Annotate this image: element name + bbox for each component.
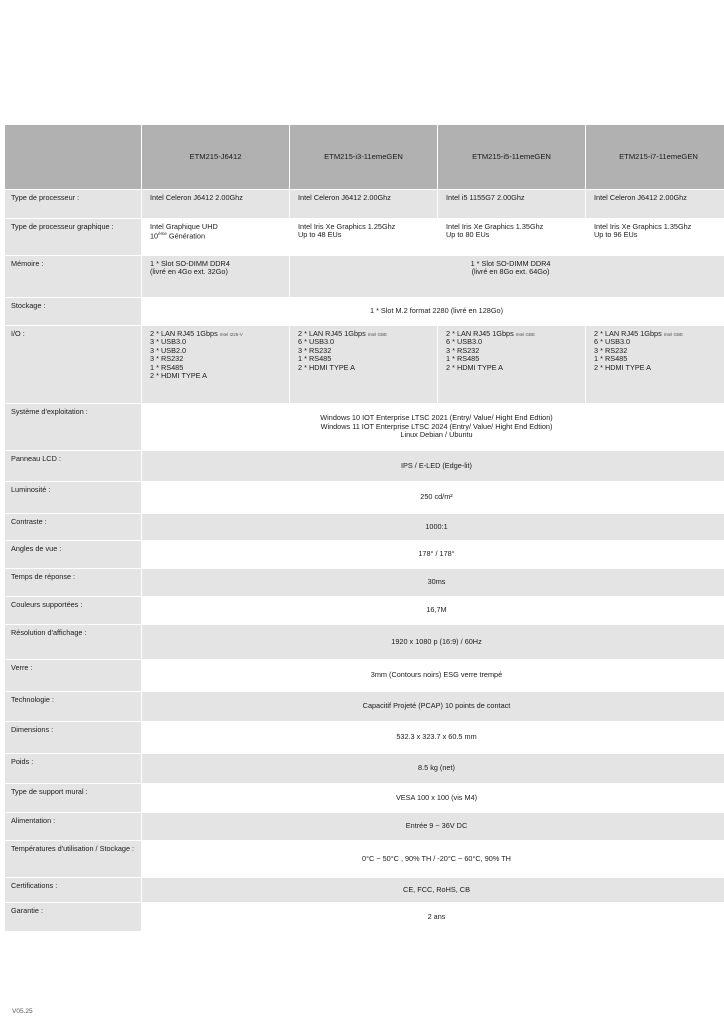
cell-line: 3 * RS232 (298, 345, 332, 355)
cell-value: 3mm (Contours noirs) ESG verre trempé (142, 660, 724, 692)
row-label: Type de support mural : (5, 784, 142, 813)
cell-line: Intel Iris Xe Graphics 1.25Ghz (298, 222, 396, 231)
row-label: Technologie : (5, 692, 142, 722)
row-label: Poids : (5, 754, 142, 784)
cell-line: Up to 48 EUs (298, 230, 342, 240)
row-garantie (5, 903, 724, 932)
row-alimentation (5, 813, 724, 841)
version-label: V05.25 (12, 1008, 33, 1015)
cell-value: Capacitif Projeté (PCAP) 10 points de contact (142, 692, 724, 722)
cell-memoire-j6412 (142, 256, 290, 298)
row-support-mural (5, 784, 724, 813)
cell-value: 8.5 kg (net) (142, 754, 724, 784)
cell-graphique-i5 (438, 219, 586, 256)
cell-line: 3 * RS232 (594, 345, 628, 355)
cell-line: Windows 11 IOT Enterprise LTSC 2024 (Entry/ Value/ Hight End Edtion) (320, 421, 553, 431)
row-label: Verre : (5, 660, 142, 692)
cell-processeur-i7: Intel Celeron J6412 2.00Ghz (586, 190, 724, 219)
cell-line: (livré en 8Go ext. 64Go) (471, 267, 550, 277)
row-graphique (5, 219, 724, 256)
row-label: Résolution d'affichage : (5, 625, 142, 660)
cell-line: Linux Debian / Ubuntu (400, 430, 473, 440)
cell-line: Intel Iris Xe Graphics 1.35Ghz (594, 222, 692, 231)
row-label: Type de processeur : (5, 190, 142, 219)
row-label: Couleurs supportées : (5, 597, 142, 625)
row-verre (5, 660, 724, 692)
row-temps-reponse (5, 569, 724, 597)
cell-graphique-i7 (586, 219, 724, 256)
cell-value: 1000:1 (142, 514, 724, 541)
cell-io-i5 (438, 326, 586, 404)
row-certifications (5, 878, 724, 903)
row-contraste (5, 514, 724, 541)
row-dimensions (5, 722, 724, 754)
cell-line: 3 * RS232 (446, 345, 480, 355)
cell-value: IPS / E-LED (Edge-lit) (142, 451, 724, 482)
row-label: Certifications : (5, 878, 142, 903)
cell-line: Up to 96 EUs (594, 230, 638, 240)
header-model-i5: ETM215-i5-11emeGEN (438, 125, 586, 190)
cell-processeur-j6412: Intel Celeron J6412 2.00Ghz (142, 190, 290, 219)
row-temperatures (5, 841, 724, 878)
cell-line: 6 * USB3.0 (594, 337, 631, 347)
cell-line: 6 * USB3.0 (446, 337, 483, 347)
row-io (5, 326, 724, 404)
row-resolution (5, 625, 724, 660)
cell-line: Windows 10 IOT Enterprise LTSC 2021 (Entry/ Value/ Hight End Edtion) (320, 413, 553, 423)
header-empty (5, 125, 142, 190)
cell-line: 3 * USB2.0 (150, 345, 187, 355)
cell-value: 532.3 x 323.7 x 60.5 mm (142, 722, 724, 754)
cell-line: Intel Iris Xe Graphics 1.35Ghz (446, 222, 544, 231)
cell-value: 250 cd/m² (142, 482, 724, 514)
cell-line: 2 * LAN RJ45 1Gbps Intel GBE (446, 329, 536, 338)
row-label: Temps de réponse : (5, 569, 142, 597)
cell-processeur-i3: Intel Celeron J6412 2.00Ghz (290, 190, 438, 219)
row-label: Températures d'utilisation / Stockage : (5, 841, 142, 878)
cell-stockage: 1 * Slot M.2 format 2280 (livré en 128Go) (142, 298, 724, 326)
header-model-j6412: ETM215-J6412 (142, 125, 290, 190)
cell-processeur-i5: Intel i5 1155G7 2.00Ghz (438, 190, 586, 219)
cell-io-i7 (586, 326, 724, 404)
cell-line: 2 * HDMI TYPE A (298, 362, 356, 372)
cell-value: 30ms (142, 569, 724, 597)
row-label: Angles de vue : (5, 541, 142, 569)
cell-line: 1 * RS485 (446, 354, 480, 364)
cell-io-j6412 (142, 326, 290, 404)
cell-value: 16,7M (142, 597, 724, 625)
header-row (5, 125, 724, 190)
row-label: I/O : (5, 326, 142, 404)
cell-value: 2 ans (142, 903, 724, 932)
cell-line: 1 * Slot SO-DIMM DDR4 (470, 259, 551, 268)
cell-line: 2 * LAN RJ45 1Gbps Intel GBE (594, 329, 684, 338)
cell-io-i3 (290, 326, 438, 404)
cell-line: 3 * RS232 (150, 354, 184, 364)
cell-graphique-j6412 (142, 219, 290, 256)
cell-line: 2 * HDMI TYPE A (446, 362, 504, 372)
cell-value: Entrée 9 ~ 36V DC (142, 813, 724, 841)
cell-line: (livré en 4Go ext. 32Go) (150, 267, 228, 277)
row-label: Panneau LCD : (5, 451, 142, 482)
cell-line: 1 * Slot SO-DIMM DDR4 (150, 259, 230, 268)
row-label: Dimensions : (5, 722, 142, 754)
cell-graphique-i3 (290, 219, 438, 256)
cell-value: 1920 x 1080 p (16:9) / 60Hz (142, 625, 724, 660)
row-label: Type de processeur graphique : (5, 219, 142, 256)
row-stockage (5, 298, 724, 326)
cell-line: 2 * LAN RJ45 1Gbps Intel I225-V (150, 329, 243, 338)
cell-value: CE, FCC, RoHS, CB (142, 878, 724, 903)
cell-line: 1 * RS485 (298, 354, 332, 364)
cell-line: 1 * RS485 (594, 354, 628, 364)
row-luminosite (5, 482, 724, 514)
row-os (5, 404, 724, 451)
row-poids (5, 754, 724, 784)
cell-line: 2 * HDMI TYPE A (594, 362, 652, 372)
row-angles (5, 541, 724, 569)
row-label: Système d'exploitation : (5, 404, 142, 451)
row-label: Luminosité : (5, 482, 142, 514)
row-label: Stockage : (5, 298, 142, 326)
header-model-i3: ETM215-i3-11emeGEN (290, 125, 438, 190)
cell-value: VESA 100 x 100 (vis M4) (142, 784, 724, 813)
cell-line: 6 * USB3.0 (298, 337, 335, 347)
cell-value: 178° / 178° (142, 541, 724, 569)
row-label: Mémoire : (5, 256, 142, 298)
cell-line: 10ème Génération (150, 231, 206, 241)
row-label: Contraste : (5, 514, 142, 541)
row-processeur (5, 190, 724, 219)
cell-line: 2 * LAN RJ45 1Gbps Intel GBE (298, 329, 388, 338)
cell-line: Up to 80 EUs (446, 230, 490, 240)
cell-line: Intel Graphique UHD (150, 222, 218, 231)
row-technologie (5, 692, 724, 722)
spec-table (4, 124, 724, 932)
row-couleurs (5, 597, 724, 625)
row-memoire (5, 256, 724, 298)
cell-memoire-i3-i7 (290, 256, 724, 298)
cell-os (142, 404, 724, 451)
header-model-i7: ETM215-i7-11emeGEN (586, 125, 724, 190)
cell-line: 2 * HDMI TYPE A (150, 370, 208, 380)
cell-line: 1 * RS485 (150, 362, 184, 372)
cell-value: 0°C ~ 50°C , 90% TH / -20°C ~ 60°C, 90% TH (142, 841, 724, 878)
cell-line: 3 * USB3.0 (150, 337, 187, 347)
row-label: Garantie : (5, 903, 142, 932)
row-lcd (5, 451, 724, 482)
row-label: Alimentation : (5, 813, 142, 841)
